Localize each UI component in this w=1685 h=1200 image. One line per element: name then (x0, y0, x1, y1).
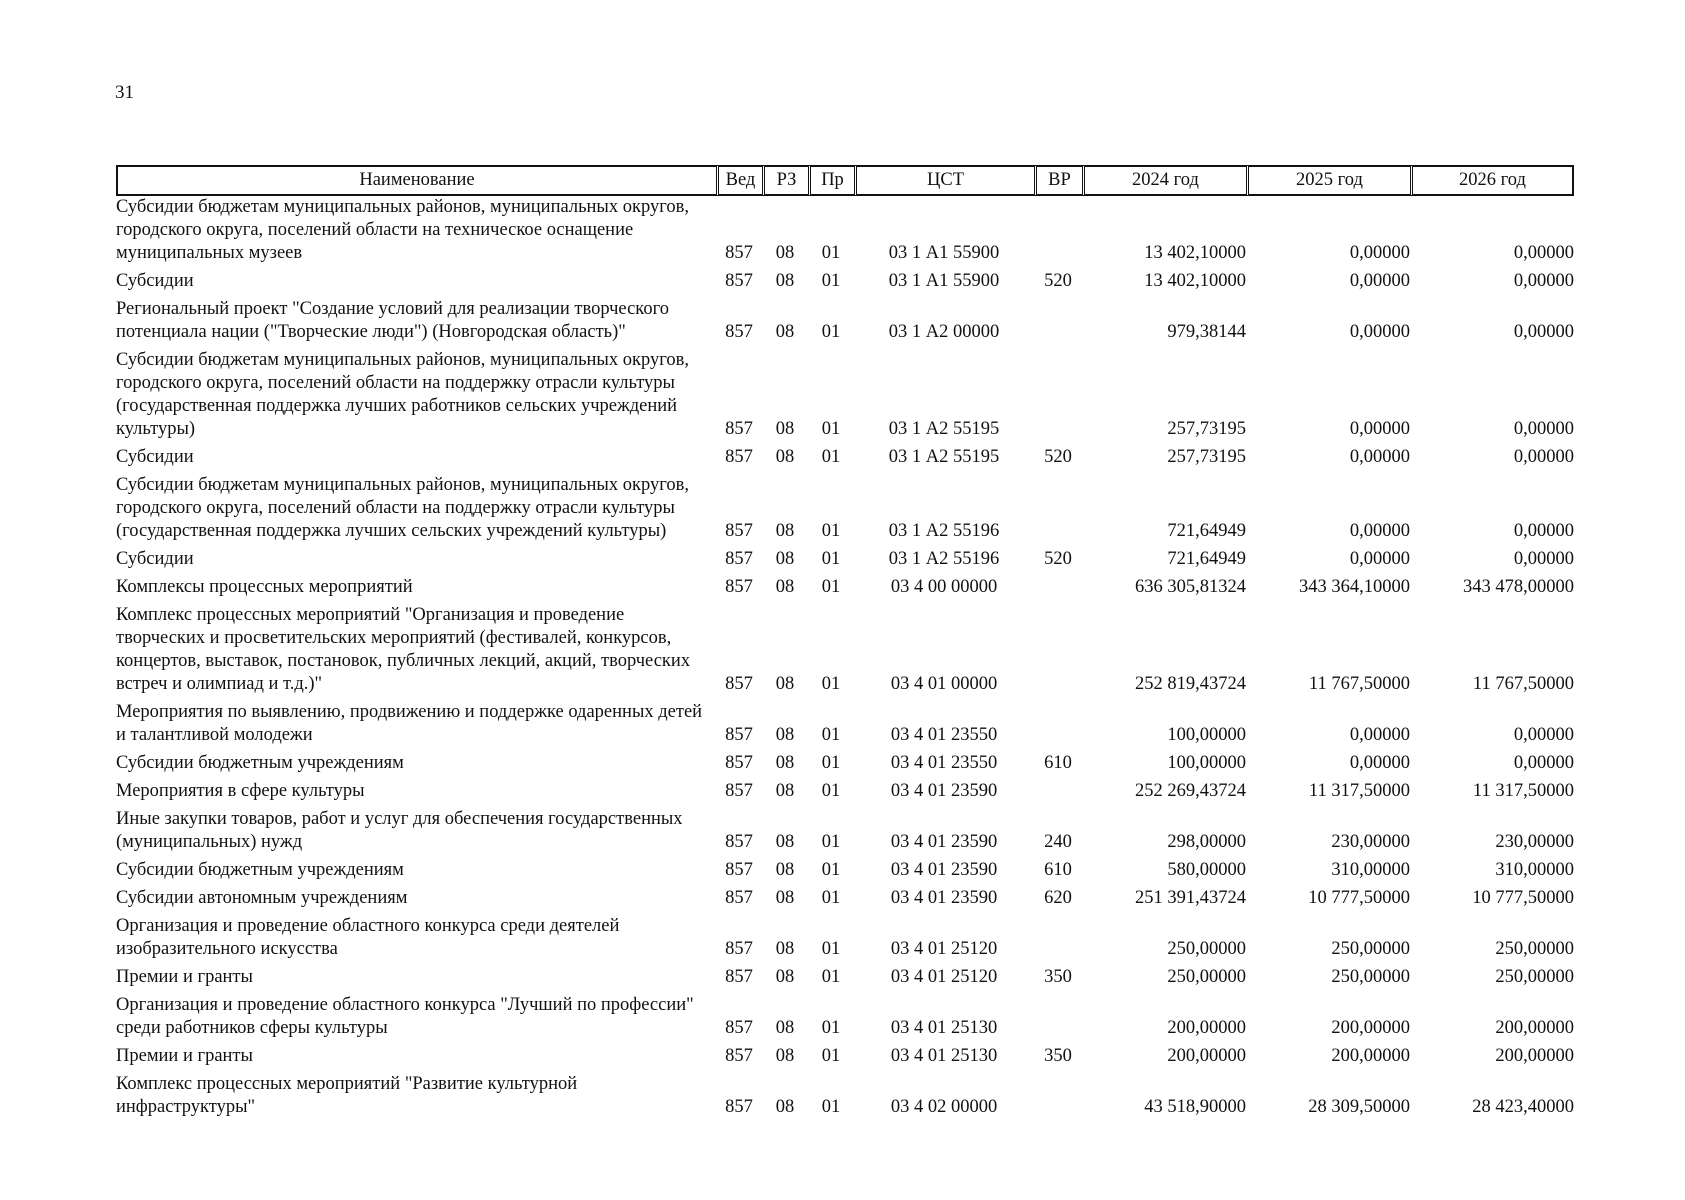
cell-cst: 03 4 00 00000 (890, 577, 998, 597)
table-row (116, 752, 1574, 780)
cell-rz: 08 (775, 888, 795, 908)
cell-y2024: 298,00000 (1167, 832, 1246, 852)
cell-y2024: 251 391,43724 (1135, 888, 1246, 908)
cell-rz: 08 (775, 725, 795, 745)
cell-pr: 01 (821, 939, 841, 959)
cell-y2025: 10 777,50000 (1308, 888, 1410, 908)
cell-name: Мероприятия по выявлению, продвижению и поддержке одаренных детей и талантливой молодежи (116, 702, 703, 745)
cell-ved: 857 (725, 1046, 753, 1066)
cell-ved: 857 (725, 322, 753, 342)
cell-y2025: 310,00000 (1331, 860, 1410, 880)
cell-ved: 857 (725, 549, 753, 569)
cell-cst: 03 4 01 23590 (890, 832, 998, 852)
cell-vr: 240 (1044, 832, 1072, 852)
cell-y2026: 0,00000 (1513, 271, 1574, 291)
cell-name: Организация и проведение областного конкурса "Лучший по профессии" среди работников сферы культуры (116, 995, 694, 1038)
cell-rz: 08 (775, 753, 795, 773)
cell-y2024: 200,00000 (1167, 1046, 1246, 1066)
cell-ved: 857 (725, 271, 753, 291)
cell-rz: 08 (775, 1097, 795, 1117)
cell-rz: 08 (775, 521, 795, 541)
cell-rz: 08 (775, 577, 795, 597)
cell-cst: 03 4 01 23590 (890, 781, 998, 801)
cell-y2026: 250,00000 (1495, 967, 1574, 987)
cell-y2026: 0,00000 (1513, 753, 1574, 773)
cell-vr (1034, 196, 1082, 270)
cell-pr: 01 (821, 243, 841, 263)
cell-y2025: 200,00000 (1331, 1046, 1410, 1066)
cell-y2025: 0,00000 (1349, 419, 1410, 439)
cell-pr: 01 (821, 271, 841, 291)
cell-y2026: 11 767,50000 (1472, 674, 1574, 694)
cell-name: Региональный проект "Создание условий для реализации творческого потенциала нации ("Творческие люди") (Новгородская область)" (116, 299, 669, 342)
table-row (116, 887, 1574, 915)
cell-y2026: 10 777,50000 (1472, 888, 1574, 908)
cell-cst: 03 4 01 23590 (890, 860, 998, 880)
cell-vr: 520 (1044, 271, 1072, 291)
cell-rz: 08 (775, 939, 795, 959)
cell-name: Субсидии (116, 271, 194, 291)
header-2026: 2026 год (1410, 165, 1574, 196)
cell-cst: 03 4 01 23550 (890, 725, 998, 745)
cell-name: Премии и гранты (116, 1046, 253, 1066)
cell-y2025: 0,00000 (1349, 271, 1410, 291)
table-body (116, 196, 1574, 1124)
cell-y2024: 252 819,43724 (1135, 674, 1246, 694)
cell-y2024: 13 402,10000 (1144, 271, 1246, 291)
cell-ved: 857 (725, 1097, 753, 1117)
cell-name: Субсидии (116, 549, 194, 569)
cell-name: Мероприятия в сфере культуры (116, 781, 365, 801)
cell-cst: 03 1 А2 55195 (888, 447, 1000, 467)
cell-pr: 01 (821, 521, 841, 541)
cell-name: Премии и гранты (116, 967, 253, 987)
cell-y2026: 230,00000 (1495, 832, 1574, 852)
cell-vr (1034, 576, 1082, 604)
table-row (116, 1073, 1574, 1124)
cell-cst: 03 1 А1 55900 (888, 271, 1000, 291)
table-row (116, 474, 1574, 548)
cell-ved: 857 (725, 521, 753, 541)
cell-vr (1034, 701, 1082, 752)
cell-vr (1034, 298, 1082, 349)
cell-rz: 08 (775, 271, 795, 291)
cell-rz: 08 (775, 447, 795, 467)
cell-y2025: 0,00000 (1349, 549, 1410, 569)
cell-y2025: 0,00000 (1349, 753, 1410, 773)
cell-y2025: 28 309,50000 (1308, 1097, 1410, 1117)
table-row (116, 604, 1574, 701)
table-row (116, 915, 1574, 966)
cell-vr: 350 (1044, 1046, 1072, 1066)
cell-cst: 03 4 01 25130 (890, 1018, 998, 1038)
cell-ved: 857 (725, 939, 753, 959)
cell-pr: 01 (821, 447, 841, 467)
cell-cst: 03 1 А2 55196 (888, 549, 1000, 569)
cell-y2026: 0,00000 (1513, 322, 1574, 342)
cell-ved: 857 (725, 243, 753, 263)
budget-table (116, 165, 1574, 1124)
cell-y2025: 0,00000 (1349, 322, 1410, 342)
table-row (116, 349, 1574, 446)
cell-y2026: 250,00000 (1495, 939, 1574, 959)
cell-pr: 01 (821, 674, 841, 694)
cell-cst: 03 4 01 25120 (890, 967, 998, 987)
header-pr: Пр (808, 165, 854, 196)
cell-name: Субсидии бюджетам муниципальных районов, муниципальных округов, городского округа, поселений области на поддержку отрасли культуры (государственная поддержка лучших работников сельских учреждений культуры) (116, 350, 689, 439)
cell-rz: 08 (775, 243, 795, 263)
header-ved: Вед (716, 165, 762, 196)
cell-y2025: 200,00000 (1331, 1018, 1410, 1038)
table-row (116, 780, 1574, 808)
header-rz: РЗ (762, 165, 808, 196)
cell-y2024: 13 402,10000 (1144, 243, 1246, 263)
cell-name: Субсидии бюджетным учреждениям (116, 753, 404, 773)
cell-y2024: 257,73195 (1167, 447, 1246, 467)
cell-ved: 857 (725, 577, 753, 597)
cell-y2025: 11 767,50000 (1308, 674, 1410, 694)
cell-cst: 03 1 А2 55196 (888, 521, 1000, 541)
cell-y2024: 636 305,81324 (1135, 577, 1246, 597)
cell-name: Организация и проведение областного конкурса среди деятелей изобразительного искусства (116, 916, 620, 959)
cell-pr: 01 (821, 967, 841, 987)
cell-y2026: 0,00000 (1513, 549, 1574, 569)
cell-y2026: 0,00000 (1513, 521, 1574, 541)
cell-pr: 01 (821, 753, 841, 773)
cell-pr: 01 (821, 725, 841, 745)
cell-ved: 857 (725, 781, 753, 801)
cell-vr (1034, 1073, 1082, 1124)
table-row (116, 196, 1574, 270)
cell-y2025: 0,00000 (1349, 521, 1410, 541)
header-cst: ЦСТ (854, 165, 1034, 196)
cell-vr: 520 (1044, 549, 1072, 569)
cell-name: Субсидии бюджетам муниципальных районов, муниципальных округов, городского округа, поселений области на поддержку отрасли культуры (государственная поддержка лучших сельских учреждений культуры) (116, 475, 689, 541)
cell-y2026: 28 423,40000 (1472, 1097, 1574, 1117)
table-row (116, 1045, 1574, 1073)
cell-ved: 857 (725, 725, 753, 745)
cell-cst: 03 4 01 25130 (890, 1046, 998, 1066)
cell-y2025: 0,00000 (1349, 243, 1410, 263)
cell-ved: 857 (725, 753, 753, 773)
cell-name: Субсидии бюджетным учреждениям (116, 860, 404, 880)
table-row (116, 548, 1574, 576)
cell-y2024: 580,00000 (1167, 860, 1246, 880)
cell-y2024: 43 518,90000 (1144, 1097, 1246, 1117)
cell-vr (1034, 349, 1082, 446)
cell-y2025: 0,00000 (1349, 447, 1410, 467)
cell-y2026: 11 317,50000 (1472, 781, 1574, 801)
cell-ved: 857 (725, 447, 753, 467)
cell-y2024: 250,00000 (1167, 939, 1246, 959)
cell-y2024: 721,64949 (1167, 521, 1246, 541)
cell-name: Комплекс процессных мероприятий "Организация и проведение творческих и просветительских мероприятий (фестивалей, конкурсов, концертов, выставок, постановок, публичных лекций, акций, творческих встреч и олимпиад и т.д.)" (116, 605, 691, 694)
cell-pr: 01 (821, 1097, 841, 1117)
cell-vr (1034, 604, 1082, 701)
cell-vr (1034, 994, 1082, 1045)
header-2024: 2024 год (1082, 165, 1246, 196)
cell-y2025: 250,00000 (1331, 967, 1410, 987)
cell-y2024: 100,00000 (1167, 753, 1246, 773)
cell-cst: 03 4 01 23550 (890, 753, 998, 773)
cell-rz: 08 (775, 322, 795, 342)
cell-y2026: 310,00000 (1495, 860, 1574, 880)
cell-pr: 01 (821, 781, 841, 801)
cell-y2025: 11 317,50000 (1308, 781, 1410, 801)
cell-vr: 610 (1044, 753, 1072, 773)
cell-y2026: 200,00000 (1495, 1018, 1574, 1038)
table-row (116, 808, 1574, 859)
cell-y2025: 250,00000 (1331, 939, 1410, 959)
cell-rz: 08 (775, 832, 795, 852)
cell-y2025: 230,00000 (1331, 832, 1410, 852)
cell-rz: 08 (775, 967, 795, 987)
cell-pr: 01 (821, 419, 841, 439)
cell-name: Комплекс процессных мероприятий "Развитие культурной инфраструктуры" (116, 1074, 578, 1117)
cell-vr: 520 (1044, 447, 1072, 467)
cell-cst: 03 4 01 00000 (890, 674, 998, 694)
header-vr: ВР (1034, 165, 1082, 196)
cell-pr: 01 (821, 832, 841, 852)
cell-y2026: 200,00000 (1495, 1046, 1574, 1066)
cell-rz: 08 (775, 860, 795, 880)
cell-ved: 857 (725, 419, 753, 439)
cell-pr: 01 (821, 1018, 841, 1038)
cell-y2024: 252 269,43724 (1135, 781, 1246, 801)
cell-vr (1034, 780, 1082, 808)
cell-pr: 01 (821, 860, 841, 880)
cell-ved: 857 (725, 967, 753, 987)
cell-ved: 857 (725, 888, 753, 908)
cell-y2026: 343 478,00000 (1463, 577, 1574, 597)
cell-rz: 08 (775, 419, 795, 439)
cell-pr: 01 (821, 322, 841, 342)
table-row (116, 701, 1574, 752)
cell-rz: 08 (775, 1046, 795, 1066)
cell-y2024: 250,00000 (1167, 967, 1246, 987)
cell-name: Субсидии (116, 447, 194, 467)
cell-y2026: 0,00000 (1513, 725, 1574, 745)
table-row (116, 576, 1574, 604)
cell-pr: 01 (821, 577, 841, 597)
table-row (116, 270, 1574, 298)
cell-ved: 857 (725, 860, 753, 880)
cell-cst: 03 1 А1 55900 (888, 243, 1000, 263)
cell-vr (1034, 474, 1082, 548)
cell-ved: 857 (725, 674, 753, 694)
table-row (116, 859, 1574, 887)
cell-y2024: 979,38144 (1167, 322, 1246, 342)
cell-ved: 857 (725, 832, 753, 852)
cell-pr: 01 (821, 1046, 841, 1066)
table-row (116, 298, 1574, 349)
cell-vr: 620 (1044, 888, 1072, 908)
cell-y2026: 0,00000 (1513, 447, 1574, 467)
cell-name: Комплексы процессных мероприятий (116, 577, 413, 597)
cell-cst: 03 1 А2 55195 (888, 419, 1000, 439)
cell-y2025: 343 364,10000 (1299, 577, 1410, 597)
cell-y2024: 257,73195 (1167, 419, 1246, 439)
cell-pr: 01 (821, 888, 841, 908)
page-number: 31 (115, 82, 134, 103)
cell-name: Субсидии бюджетам муниципальных районов, муниципальных округов, городского округа, поселений области на техническое оснащение муниципальных музеев (116, 197, 689, 263)
cell-vr: 350 (1044, 967, 1072, 987)
cell-rz: 08 (775, 1018, 795, 1038)
cell-rz: 08 (775, 549, 795, 569)
cell-rz: 08 (775, 781, 795, 801)
table-row (116, 446, 1574, 474)
cell-y2025: 0,00000 (1349, 725, 1410, 745)
cell-y2024: 721,64949 (1167, 549, 1246, 569)
cell-y2024: 100,00000 (1167, 725, 1246, 745)
cell-cst: 03 4 01 25120 (890, 939, 998, 959)
cell-rz: 08 (775, 674, 795, 694)
cell-cst: 03 1 А2 00000 (888, 322, 1000, 342)
cell-ved: 857 (725, 1018, 753, 1038)
cell-y2024: 200,00000 (1167, 1018, 1246, 1038)
cell-cst: 03 4 02 00000 (890, 1097, 998, 1117)
table-row (116, 994, 1574, 1045)
cell-name: Субсидии автономным учреждениям (116, 888, 408, 908)
table-row (116, 966, 1574, 994)
header-2025: 2025 год (1246, 165, 1410, 196)
cell-cst: 03 4 01 23590 (890, 888, 998, 908)
cell-y2026: 0,00000 (1513, 243, 1574, 263)
cell-vr: 610 (1044, 860, 1072, 880)
table-header-row (116, 165, 1574, 196)
header-name: Наименование (116, 165, 716, 196)
cell-name: Иные закупки товаров, работ и услуг для обеспечения государственных (муниципальных) нужд (116, 809, 683, 852)
cell-pr: 01 (821, 549, 841, 569)
cell-y2026: 0,00000 (1513, 419, 1574, 439)
cell-vr (1034, 915, 1082, 966)
